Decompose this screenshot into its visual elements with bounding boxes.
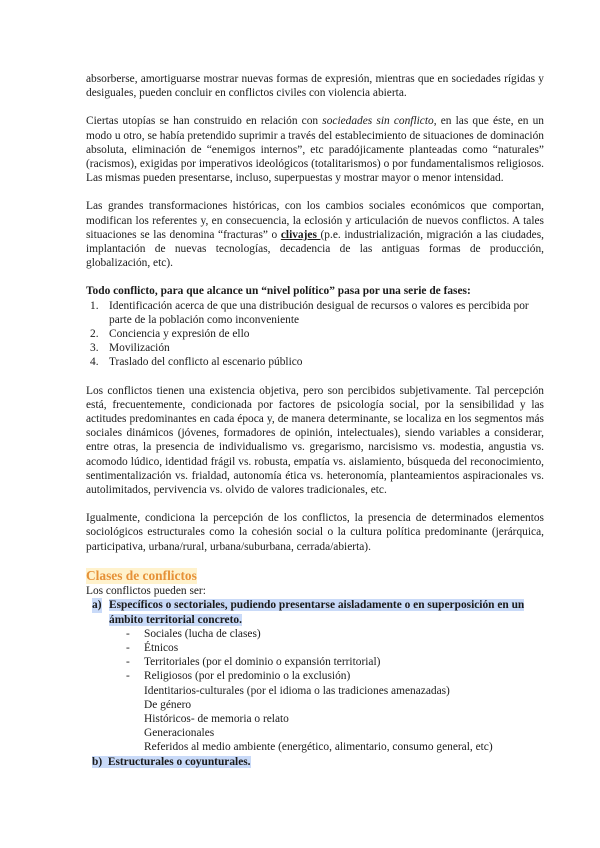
- paragraph-1: absorberse, amortiguarse mostrar nuevas formas de expresión, mientras que en sociedades rígidas y desiguales, pueden concluir en conflictos civiles con violencia abierta.: [86, 73, 544, 100]
- conflict-types-dash-list: [86, 627, 544, 684]
- list-item: [86, 355, 544, 369]
- alpha-item-text: Estructurales o coyunturales.: [107, 755, 251, 768]
- list-item: - Territoriales (por el dominio o expansión territorial): [126, 656, 381, 669]
- paragraph-3-post: (p.e. industrialización, migración a las ciudades, implantación de nuevas tecnologías, decadencia de las antiguas formas de producción, globalización, etc).: [86, 228, 545, 270]
- list-item: [86, 341, 544, 355]
- list-item: Identitarios-culturales (por el idioma o las tradiciones amenazadas): [144, 684, 450, 697]
- alpha-item-a: [86, 598, 544, 626]
- conflict-types-plain-list: [86, 684, 544, 755]
- list-item-number: 3.: [90, 342, 99, 355]
- list-item-text: Étnicos: [144, 641, 179, 654]
- list-item: De género: [144, 698, 192, 711]
- section-heading: Clases de conflictos: [86, 567, 197, 583]
- list-item: - Sociales (lucha de clases): [126, 627, 261, 640]
- phases-list: [86, 299, 544, 370]
- list-item: [86, 327, 544, 341]
- phases-title: Todo conflicto, para que alcance un “nivel político” pasa por una serie de fases:: [86, 285, 471, 298]
- paragraph-2-italic: sociedades sin conflicto: [322, 115, 434, 128]
- alpha-item-letter: a): [92, 599, 102, 612]
- paragraph-3-term: clivajes: [280, 228, 321, 241]
- list-item-text: Sociales (lucha de clases): [144, 627, 261, 640]
- alpha-item-b: [86, 755, 544, 769]
- paragraph-2-pre: Ciertas utopías se han construido en relación con: [86, 115, 323, 128]
- list-item-text: Traslado del conflicto al escenario público: [109, 356, 303, 369]
- paragraph-3: [86, 199, 544, 270]
- list-item: - Religiosos (por el predominio o la exclusión): [126, 670, 351, 683]
- list-item-number: 2.: [90, 328, 99, 341]
- list-item: Generacionales: [144, 727, 215, 740]
- paragraph-2: [86, 114, 544, 185]
- alpha-item-text: Específicos o sectoriales, pudiendo presentarse aisladamente o en superposición en un ámbito territorial concreto.: [109, 599, 525, 626]
- section-intro: Los conflictos pueden ser:: [86, 585, 206, 598]
- paragraph-2-post: , en las que éste, en un modo u otro, se había pretendido suprimir a través del establecimiento de situaciones de dominación absoluta, eliminación de “enemigos internos”, etc paradójicamente planteadas como “naturales” (racismos), exigidas por imperativos ideológicos (totalitarismos) o por fundamentalismos religiosos. Las mismas pueden presentarse, incluso, superpuestas y mostrar mayor o menor intensidad.: [86, 115, 544, 185]
- alpha-item-letter: b): [92, 755, 103, 768]
- list-item: - Étnicos: [126, 641, 179, 654]
- list-item-number: 1.: [90, 299, 99, 312]
- paragraph-3-pre: Las grandes transformaciones históricas, con los cambios sociales económicos que comportan, modifican los referentes y, en consecuencia, la eclosión y articulación de nuevos conflictos. A tales situaciones se las denomina “fracturas” o: [86, 200, 544, 241]
- list-item-text: Identificación acerca de que una distribución desigual de recursos o valores es percibida por parte de la población como inconveniente: [109, 299, 529, 326]
- list-item: Históricos- de memoria o relato: [144, 712, 289, 725]
- paragraph-5: Igualmente, condiciona la percepción de los conflictos, la presencia de determinados elementos sociológicos estructurales como la cohesión social o la cultura política predominante (jerárquica, participativa, urbana/rural, urbana/suburbana, cerrada/abierta).: [86, 512, 544, 553]
- list-item-text: Movilización: [109, 342, 170, 355]
- list-item-number: 4.: [90, 356, 99, 369]
- paragraph-4: Los conflictos tienen una existencia objetiva, pero son percibidos subjetivamente. Tal percepción está, frecuentemente, condicionada por factores de psicología social, por la sensibilidad y las actitudes predominantes en cada época y, de manera determinante, se localiza en los segmentos más sociales dinámicos (jóvenes, formadores de opinión, intelectuales), siendo variables a considerar, entre otras, la presencia de individualismo vs. gregarismo, narcisismo vs. modestia, angustia vs. acomodo lúdico, identidad frágil vs. robusta, empatía vs. aislamiento, búsqueda del reconocimiento, sentimentalización vs. frialdad, autonomía ética vs. heteronomía, planteamientos aspiracionales vs. autolimitados, pervivencia vs. olvido de valores tradicionales, etc.: [86, 384, 544, 497]
- list-item-text: Conciencia y expresión de ello: [109, 328, 250, 341]
- list-item: Referidos al medio ambiente (energético, alimentario, consumo general, etc): [144, 741, 493, 754]
- list-item-text: Religiosos (por el predominio o la exclusión): [144, 670, 351, 683]
- document-page: [86, 72, 544, 769]
- list-item-text: Territoriales (por el dominio o expansión territorial): [144, 656, 381, 669]
- list-item: [86, 299, 544, 327]
